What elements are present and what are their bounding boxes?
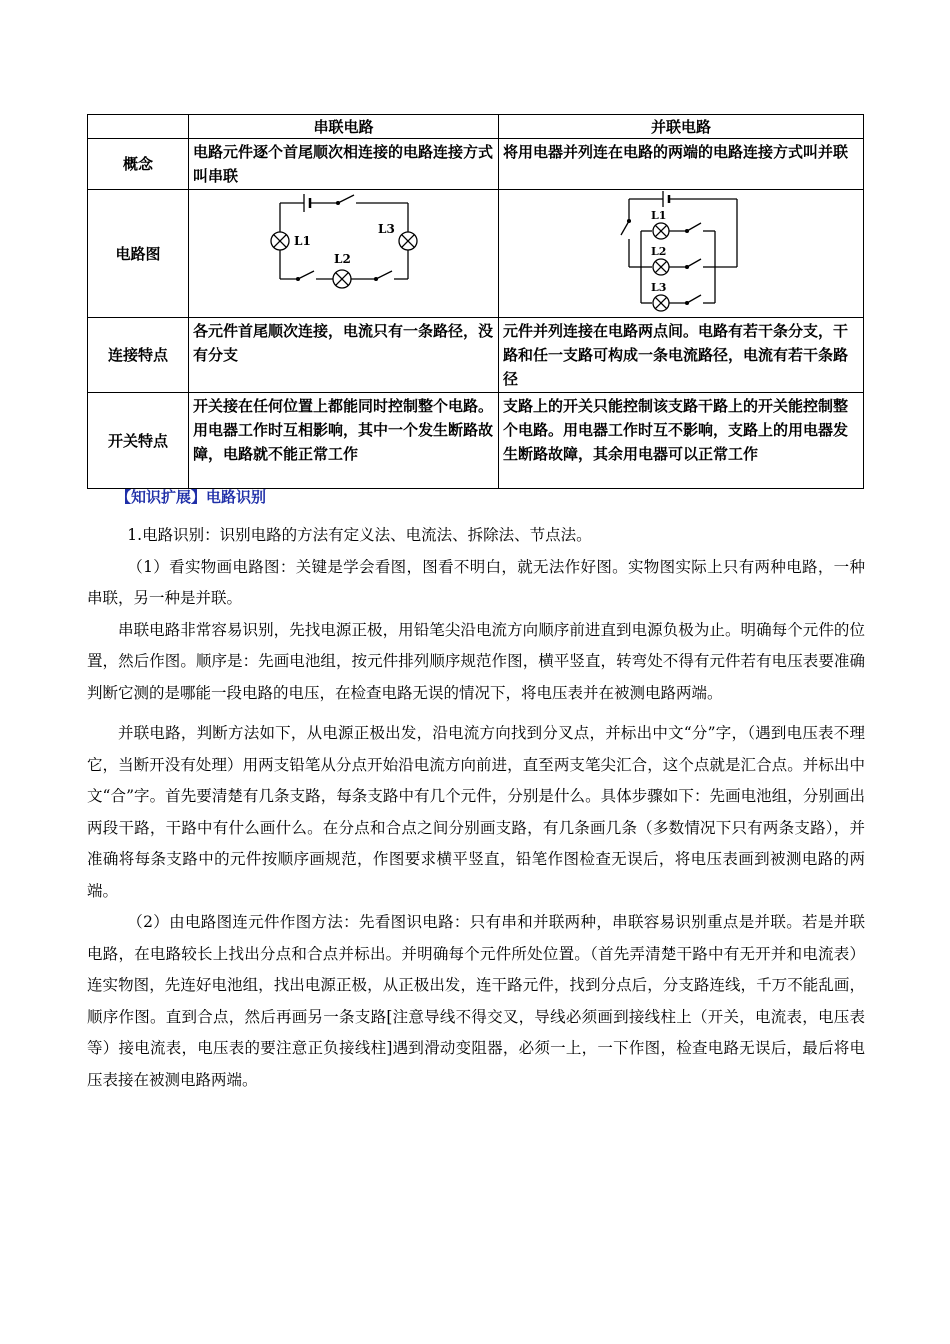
paragraph: 串联电路非常容易识别，先找电源正极，用铅笔尖沿电流方向顺序前进直到电源负极为止。明确每个元件的位置，然后作图。顺序是：先画电池组，按元件排列顺序规范作图，横平竖直，转弯处不得有元件若有电压表要准确判断它测的是哪能一段电路的电压，在检查电路无误的情况下，将电压表并在被测电路两端。	[87, 620, 865, 702]
row-label-connection: 连接特点	[88, 318, 189, 393]
parallel-diagram-cell	[499, 190, 864, 318]
table-row	[88, 190, 864, 318]
cell-parallel-switch: 支路上的开关只能控制该支路干路上的开关能控制整个电路。用电器工作时互不影响，支路上的用电器发生断路故障，其余用电器可以正常工作	[499, 393, 864, 489]
parallel-circuit-diagram	[611, 191, 751, 315]
comparison-table	[87, 114, 864, 489]
table-row	[88, 393, 864, 489]
paragraph: 1.电路识别：识别电路的方法有定义法、电流法、拆除法、节点法。	[127, 526, 592, 544]
cell-series-switch: 开关接在任何位置上都能同时控制整个电路。用电器工作时互相影响，其中一个发生断路故障，电路就不能正常工作	[189, 393, 499, 489]
table-header-row	[88, 115, 864, 139]
label-l2: L2	[333, 252, 351, 266]
row-label-diagram: 电路图	[88, 190, 189, 318]
header-cell-empty	[88, 115, 189, 139]
label-l3: L3	[377, 222, 395, 236]
table-row	[88, 318, 864, 393]
series-circuit-diagram	[264, 191, 424, 291]
paragraph: （1）看实物画电路图：关键是学会看图，图看不明白，就无法作好图。实物图实际上只有两种电路，一种串联，另一种是并联。	[87, 557, 865, 607]
section-title: 【知识扩展】电路识别	[116, 488, 267, 506]
row-label-concept: 概念	[88, 139, 189, 190]
table-row	[88, 139, 864, 190]
series-diagram-cell	[189, 190, 499, 318]
paragraph: 并联电路，判断方法如下，从电源正极出发，沿电流方向找到分叉点，并标出中文“分”字，（遇到电压表不理它，当断开没有处理）用两支铅笔从分点开始沿电流方向前进，直至两支笔尖汇合，这个点就是汇合点。并标出中文“合”字。首先要清楚有几条支路，每条支路中有几个元件，分别是什么。具体步骤如下：先画电池组，分别画出两段干路，干路中有什么画什么。在分点和合点之间分别画支路，有几条画几条（多数情况下只有两条支路），并准确将每条支路中的元件按顺序画规范，作图要求横平竖直，铅笔作图检查无误后，将电压表画到被测电路的两端。	[87, 724, 865, 900]
label-parallel-l2: L2	[651, 245, 667, 258]
cell-series-connection: 各元件首尾顺次连接，电流只有一条路径，没有分支	[189, 318, 499, 393]
body-text	[87, 520, 865, 1096]
header-series: 串联电路	[189, 115, 499, 139]
paragraph: （2）由电路图连元件作图方法：先看图识电路：只有串和并联两种，串联容易识别重点是并联。若是并联电路，在电路较长上找出分点和合点并标出。并明确每个元件所处位置。（首先弄清楚干路中有无开并和电流表）连实物图，先连好电池组，找出电源正极，从正极出发，连干路元件，找到分点后，分支路连线，千万不能乱画，顺序作图。直到合点，然后再画另一条支路[注意导线不得交叉，导线必须画到接线柱上（开关，电流表，电压表等）接电流表，电压表的要注意正负接线柱]遇到滑动变阻器，必须一上，一下作图，检查电路无误后，最后将电压表接在被测电路两端。	[87, 913, 865, 1089]
header-parallel: 并联电路	[499, 115, 864, 139]
cell-parallel-concept: 将用电器并列连在电路的两端的电路连接方式叫并联	[499, 139, 864, 190]
label-l1: L1	[293, 234, 311, 248]
label-parallel-l1: L1	[651, 209, 667, 222]
cell-parallel-connection: 元件并列连接在电路两点间。电路有若干条分支，干路和任一支路可构成一条电流路径，电流有若干条路径	[499, 318, 864, 393]
label-parallel-l3: L3	[651, 281, 667, 294]
row-label-switch: 开关特点	[88, 393, 189, 489]
cell-series-concept: 电路元件逐个首尾顺次相连接的电路连接方式叫串联	[189, 139, 499, 190]
